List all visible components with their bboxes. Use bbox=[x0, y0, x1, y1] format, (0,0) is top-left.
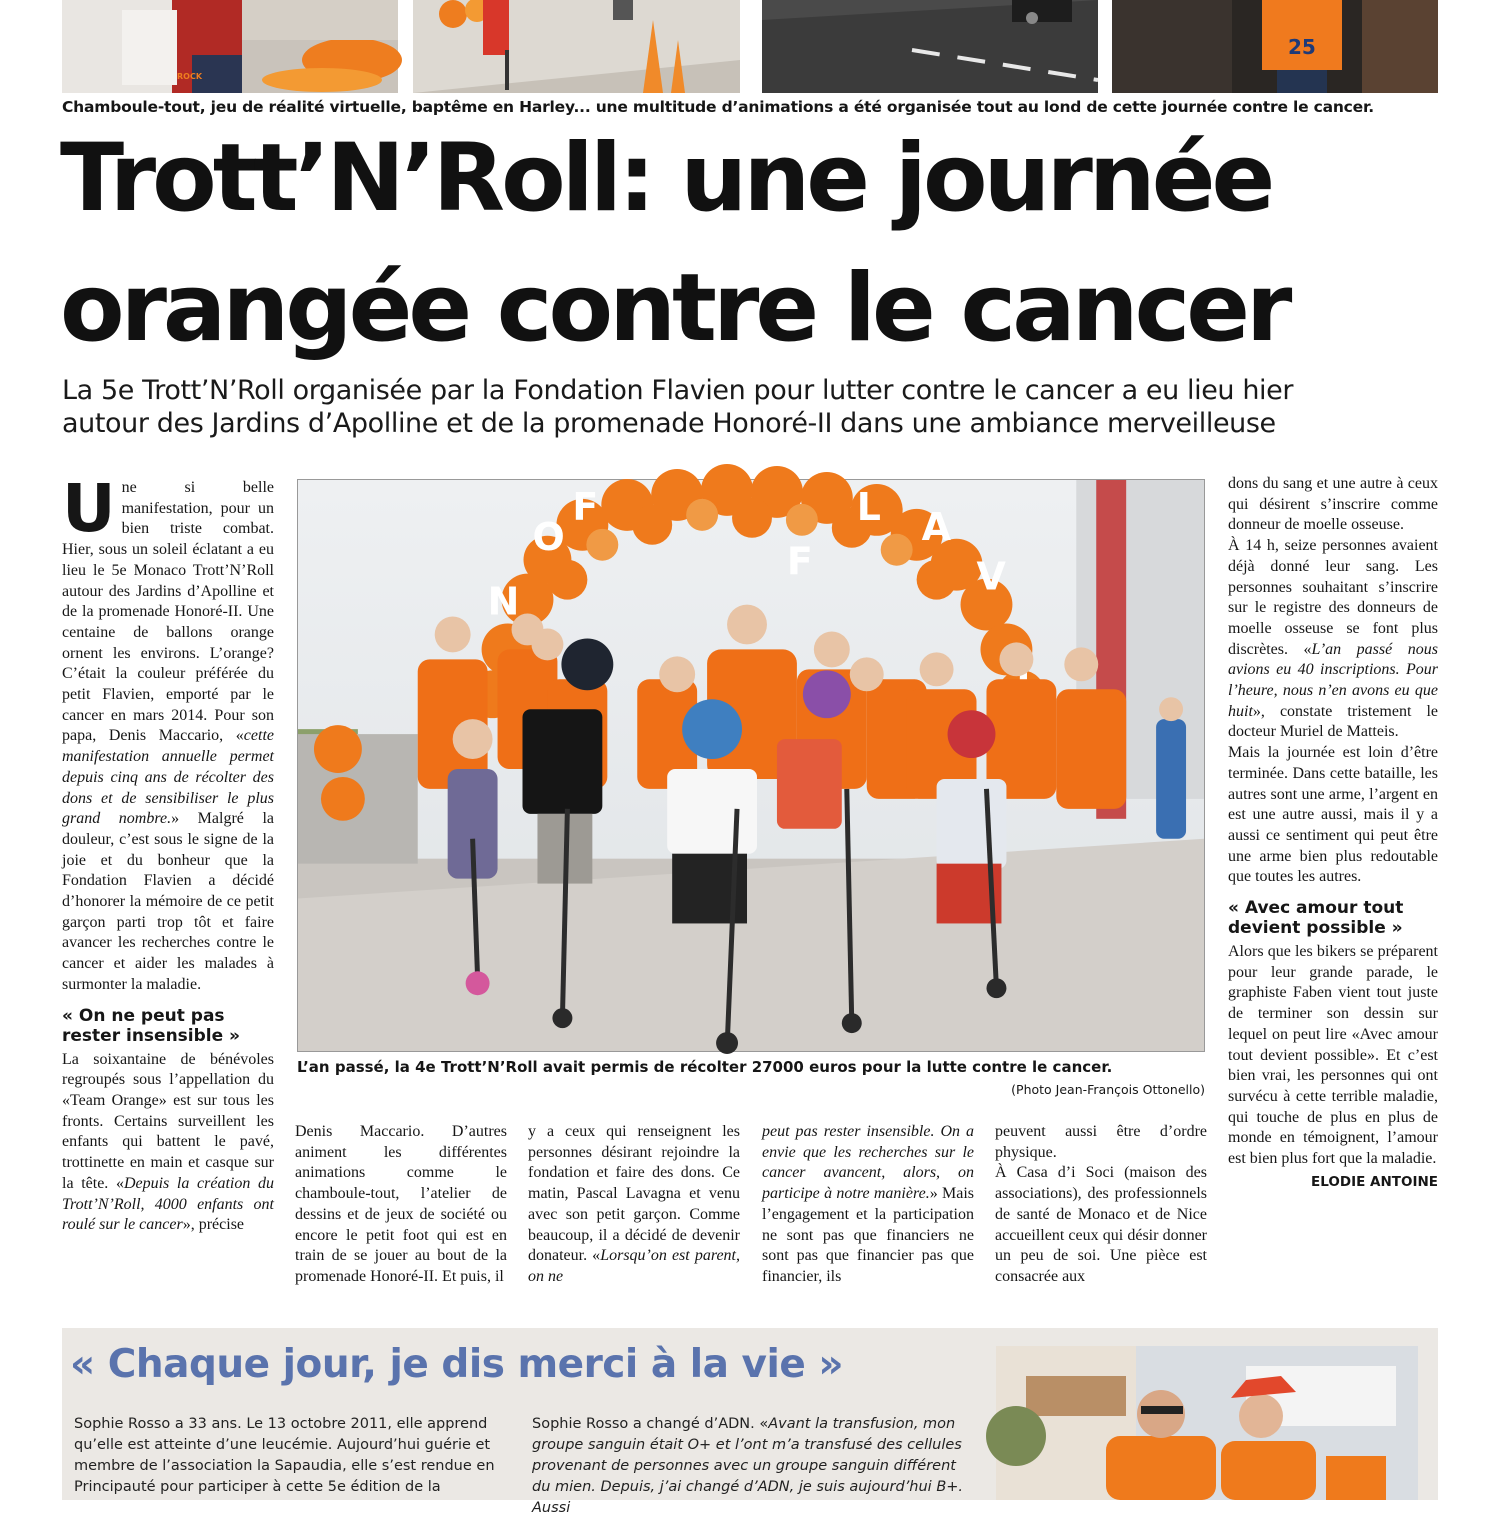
sidebar-col-b-text: Sophie Rosso a changé d’ADN. « bbox=[532, 1416, 769, 1432]
sidebar-title: « Chaque jour, je dis merci à la vie » bbox=[70, 1342, 844, 1387]
sidebar-column-a: Sophie Rosso a 33 ans. Le 13 octobre 2011, elle apprend qu’elle est atteinte d’une leucémie. Aujourd’hui guérie et membre de l’association la Sapaudia, elle s’est rendue en Principauté pour participer à cette 5e édition de la bbox=[74, 1416, 495, 1495]
arch-letter-5: L bbox=[856, 484, 881, 529]
quote-lavagna-start: Lorsqu’on est parent, on ne bbox=[528, 1247, 740, 1285]
article-column-2 bbox=[295, 1122, 507, 1288]
headline-line-1: Trott’N’Roll: une journée bbox=[60, 124, 1272, 233]
article-column-4 bbox=[762, 1122, 974, 1288]
top-photo-jersey-boy bbox=[1112, 0, 1438, 93]
article-col6-p2-end: », constate tristement le docteur Muriel de Matteis. bbox=[1228, 702, 1438, 741]
article-volunteers: La soixantaine de bénévoles regroupés sous l’appellation du «Team Orange» est sur tous les fronts. Certains surveillent les enfants qui battent le pavé, trottinette en main et casque sur la tête. « bbox=[62, 1050, 274, 1192]
article-column-3 bbox=[528, 1122, 740, 1288]
quote-rosso: Avant la transfusion, mon groupe sanguin était O+ et l’ont m’a transfusé des cellules provenant de personnes avec un groupe sanguin différent du mien. Depuis, j’ai changé d’ADN, je suis aujourd’hui B+. Aussi bbox=[532, 1416, 964, 1516]
quote-matteis: L’an passé nous avions eu 40 inscriptions. Pour l’heure, nous n’en avons eu que huit bbox=[1228, 640, 1438, 720]
article-column-6 bbox=[1228, 474, 1438, 1193]
top-photo-chamboule-tout bbox=[62, 0, 398, 93]
top-photo-caption: Chamboule-tout, jeu de réalité virtuelle, baptême en Harley... une multitude d’animations a été organisée tout au lond de cette journée contre le cancer. bbox=[62, 98, 1374, 116]
arch-letter-6: A bbox=[921, 504, 951, 549]
bucket-label: ROCK bbox=[177, 72, 203, 81]
article-col6-p2: À 14 h, seize personnes avaient déjà donné leur sang. Les personnes souhaitant s’inscrire sur le registre des donneurs de moelle osseuse se font plus discrètes. « bbox=[1228, 537, 1438, 658]
standfirst-line-1: La 5e Trott’N’Roll organisée par la Fondation Flavien pour lutter contre le cancer a eu lieu hier bbox=[62, 375, 1294, 406]
sidebar-photo-sophie-rosso bbox=[996, 1346, 1418, 1500]
arch-letter-1: N bbox=[487, 579, 520, 624]
arch-letter-3: F bbox=[572, 484, 599, 529]
arch-letter-4: F bbox=[786, 539, 813, 584]
main-photo-caption: L’an passé, la 4e Trott’N’Roll avait permis de récolter 27000 euros pour la lutte contre le cancer. bbox=[297, 1058, 1113, 1076]
article-col5-text-2: À Casa d’i Soci (maison des associations), des professionnels de santé de Monaco et de Nice accueillent ceux qui désir donner un peu de soi. Une pièce est consacrée aux bbox=[995, 1164, 1207, 1285]
standfirst-line-2: autour des Jardins d’Apolline et de la promenade Honoré-II dans une ambiance merveilleuse bbox=[62, 408, 1276, 439]
article-col3-text: y a ceux qui renseignent les personnes désirant rejoindre la fondation et faire des dons. Ce matin, Pascal Lavagna et venu avec son petit garçon. Comme beaucoup, il a décidé de devenir donateur. « bbox=[528, 1123, 740, 1265]
arch-letter-7: V bbox=[976, 554, 1006, 599]
article-col6-p1: dons du sang et une autre à ceux qui désirent s’inscrire comme donneur de moelle osseuse. bbox=[1228, 475, 1438, 534]
headline-line-2: orangée contre le cancer bbox=[60, 254, 1289, 363]
quote-4000-children: Depuis la création du Trott’N’Roll, 4000 enfants ont roulé sur le cancer bbox=[62, 1174, 275, 1234]
top-photo-scooter-kid bbox=[413, 0, 740, 93]
arch-letter-2: O bbox=[532, 514, 565, 559]
article-col2-text: Denis Maccario. D’autres animent les différentes animations comme le chamboule-tout, l’atelier de dessins et de jeux de société ou encore le petit foot qui est en train de se jouer au bout de la promenade Honoré-II. Et puis, il bbox=[295, 1123, 507, 1285]
article-column-5 bbox=[995, 1122, 1207, 1288]
article-column-1 bbox=[62, 470, 275, 1236]
subhead-amour: « Avec amour tout devient possible » bbox=[1228, 898, 1404, 939]
article-intro: ne si belle manifestation, pour un bien triste combat. Hier, sous un soleil éclatant a eu lieu le 5e Monaco Trott’N’Roll autour des Jardins d’Apolline et de la promenade Honoré-II. Une centaine de ballons orange ornent les environs. L’orange? C’était la couleur préférée du petit Flavien, emporté par le cancer en mars 2014. Pour son papa, Denis Maccario, « bbox=[62, 479, 274, 745]
jersey-number: 25 bbox=[1288, 35, 1316, 59]
sidebar-column-b bbox=[532, 1414, 977, 1519]
article-intro-end: » Malgré la douleur, c’est sous le signe de la joie et du bonheur que la Fondation Flavien a décidé d’honorer la mémoire de ce petit garçon parti trop tôt et faire avancer les recherches contre le cancer et aider les malades à surmonter la maladie. bbox=[62, 810, 274, 993]
main-photo-credit: (Photo Jean-François Ottonello) bbox=[1011, 1082, 1205, 1097]
article-col5-text-1: peuvent aussi être d’ordre physique. bbox=[995, 1123, 1207, 1161]
main-photo-team-orange bbox=[297, 479, 1205, 1052]
quote-lavagna-end: peut pas rester insensible. On a envie que les recherches sur le cancer avancent, alors, on participe à notre manière. bbox=[762, 1123, 974, 1203]
article-col6-p3: Mais la journée est loin d’être terminée. Dans cette bataille, les autres sont une arme, l’argent en est une autre aussi, mais il y a aussi ce sentiment qui peut être une arme bien plus redoutable que toutes les autres. bbox=[1228, 744, 1438, 886]
article-col6-p4: Alors que les bikers se préparent pour leur grande parade, le graphiste Faben vient tout juste de terminer son dessin sur lequel on peut lire «Avec amour tout devient possible». Et c’est bien vrai, les personnes qui ont survécu à cette terrible maladie, qui touche de plus en plus de monde en témoignent, l’amour est bien plus fort que la maladie. bbox=[1228, 943, 1438, 1168]
drop-cap: U bbox=[62, 470, 116, 547]
sidebar-box bbox=[62, 1328, 1438, 1516]
article-col4-text: » Mais l’engagement et la participation ne sont pas que financiers ne sont pas que financier pas que financier, ils bbox=[762, 1185, 975, 1285]
quote-maccario: cette manifestation annuelle permet depuis cinq ans de récolter des dons et de sensibiliser le plus grand nombre. bbox=[62, 727, 274, 828]
byline: ELODIE ANTOINE bbox=[1311, 1173, 1438, 1190]
article-volunteers-end: », précise bbox=[182, 1216, 245, 1234]
subhead-insensible: « On ne peut pas rester insensible » bbox=[62, 1005, 241, 1046]
top-photo-harley bbox=[762, 0, 1098, 93]
